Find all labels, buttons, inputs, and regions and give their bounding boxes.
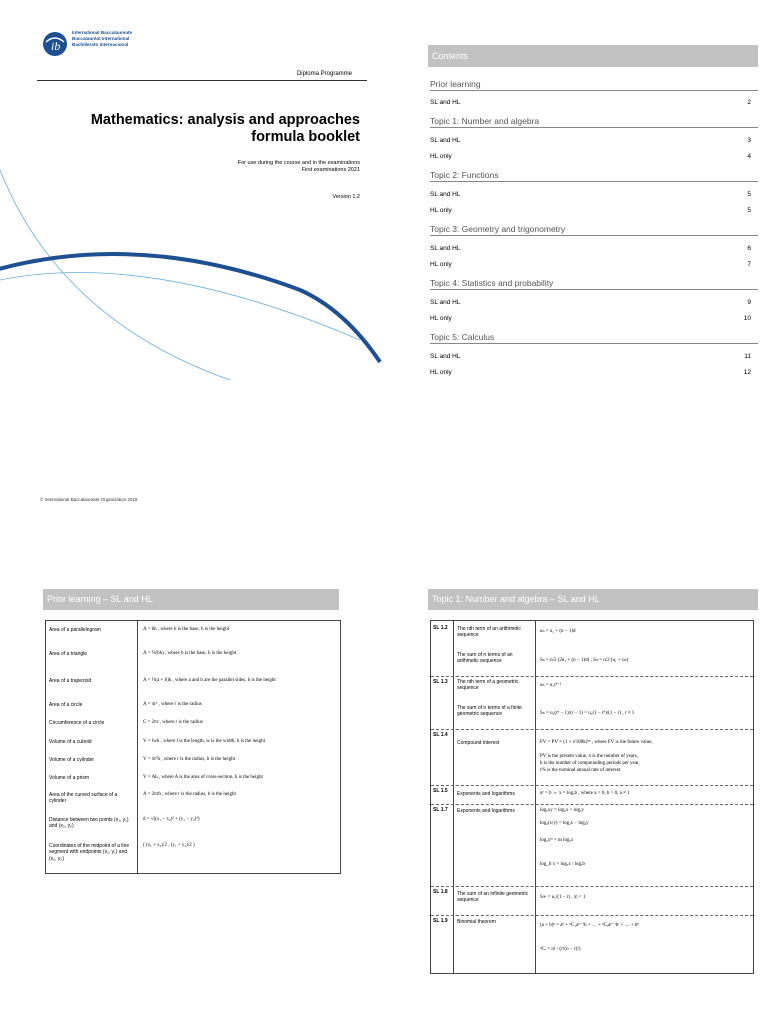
cover-rule xyxy=(37,80,367,81)
formula: log_b x = logₐx / logₐb xyxy=(540,862,585,867)
svg-text:ib: ib xyxy=(51,39,61,53)
toc-heading[interactable]: Topic 5: Calculus xyxy=(430,332,758,344)
formula-label: Binomial theorem xyxy=(457,919,496,925)
topic1-table xyxy=(430,620,754,974)
formula-note: r% is the nominal annual rate of interest xyxy=(540,768,621,773)
toc-entry[interactable]: HL only 7 xyxy=(430,261,751,268)
toc-heading[interactable]: Topic 4: Statistics and probability xyxy=(430,278,758,290)
ib-logo xyxy=(42,28,162,60)
formula-label: Exponents and logarithms xyxy=(457,808,515,814)
syllabus-ref: SL 1.8 xyxy=(433,889,448,895)
formula: Sₙ = n/2 (2u₁ + (n − 1)d) ; Sₙ = n/2 (u₁ + uₙ) xyxy=(540,658,629,663)
formula: uₙ = u₁rⁿ⁻¹ xyxy=(540,683,562,688)
formula-label: Exponents and logarithms xyxy=(457,791,515,797)
formula: uₙ = u₁ + (n − 1)d xyxy=(540,629,576,634)
syllabus-ref: SL 1.5 xyxy=(433,788,448,794)
toc-entry[interactable]: SL and HL 2 xyxy=(430,99,751,106)
toc-entry[interactable]: HL only 10 xyxy=(430,315,751,322)
ib-logo-text: International Baccalaureate Baccalauréat International Bachillerato Internacional xyxy=(72,30,132,47)
formula: (a + b)ⁿ = aⁿ + ⁿC₁aⁿ⁻¹b + … + ⁿCᵣaⁿ⁻ʳbʳ + … + bⁿ xyxy=(540,923,639,928)
toc-entry[interactable]: SL and HL 3 xyxy=(430,137,751,144)
formula-note: PV is the present value, n is the number of years, xyxy=(540,754,638,759)
formula-label: The sum of n terms of a finite geometric sequence xyxy=(457,705,522,718)
syllabus-ref: SL 1.7 xyxy=(433,807,448,813)
cover-subtitle: For use during the course and in the examinations First examinations 2021 xyxy=(237,160,360,173)
formula: logₐxy = logₐx + logₐy xyxy=(540,808,584,813)
copyright-notice: © International Baccalaureate Organization 2019 xyxy=(40,497,138,502)
formula-note: k is the number of compounding periods per year, xyxy=(540,761,640,766)
toc-heading[interactable]: Topic 1: Number and algebra xyxy=(430,116,758,128)
formula: S∞ = u₁/(1 − r) , |r| < 1 xyxy=(540,895,586,900)
prior-learning-header: Prior learning – SL and HL xyxy=(43,589,339,610)
toc-entry[interactable]: HL only 4 xyxy=(430,153,751,160)
syllabus-ref: SL 1.3 xyxy=(433,679,448,685)
formula-label: Compound interest xyxy=(457,740,500,746)
toc-entry[interactable]: HL only 12 xyxy=(430,369,751,376)
toc-heading[interactable]: Topic 2: Functions xyxy=(430,170,758,182)
cover-version: Version 1.2 xyxy=(332,194,360,200)
formula-label: The sum of an infinite geometric sequence xyxy=(457,891,529,904)
syllabus-ref: SL 1.4 xyxy=(433,732,448,738)
toc-entry[interactable]: HL only 5 xyxy=(430,207,751,214)
formula: Sₙ = u₁(rⁿ − 1)/(r − 1) = u₁(1 − rⁿ)/(1 − r) , r ≠ 1 xyxy=(540,711,635,716)
toc-entry[interactable]: SL and HL 5 xyxy=(430,191,751,198)
cover-title: Mathematics: analysis and approaches formula booklet xyxy=(90,112,360,145)
syllabus-ref: SL 1.2 xyxy=(433,625,448,631)
formula-label: The nth term of a geometric sequence xyxy=(457,679,519,692)
formula-label: The sum of n terms of an arithmetic sequence xyxy=(457,652,513,665)
toc-heading[interactable]: Prior learning xyxy=(430,79,758,91)
prior-learning-table: Area of a parallelogram A = bh , where b is the base, h is the height Area of a triangle A = ½(bh) , where b is the base, h is the height Area of a trapezoid A = ½(a + b)h , where a and b are the parallel sides, h is the height Area of a circle A = πr² , where r is the radius Circumference of a circle C = 2πr , where r is the radius Volume of a cuboid V = lwh , where l is the length, w is the width, h is the height Volume of a cylinder V = πr²h , where r is the radius, h is the height Volume of a prism V = Ah , where A is the area of cross-section, h is the height Area of the curved surface of a cylinder A = 2πrh , where r is the radius, h is the height Distance between two points (x₁, y₁) and (x₂, y₂) d = √((x₁ − x₂)² + (y₁ − y₂)²) Coordinates of the midpoint of a line segment with endpoints (x₁, y₁) and (x₂, y₂) ( (x₁ + x₂)/2 , (y₁ + y₂)/2 ) xyxy=(45,620,341,874)
topic1-header: Topic 1: Number and algebra – SL and HL xyxy=(428,589,758,610)
ib-globe-icon xyxy=(42,28,70,60)
contents-header: Contents xyxy=(428,45,758,67)
toc-entry[interactable]: SL and HL 11 xyxy=(430,353,751,360)
toc-entry[interactable]: SL and HL 9 xyxy=(430,299,751,306)
formula: ⁿCᵣ = n! / (r!(n − r)!) xyxy=(540,947,581,952)
toc-entry[interactable]: SL and HL 6 xyxy=(430,245,751,252)
syllabus-ref: SL 1.9 xyxy=(433,918,448,924)
formula: FV = PV × (1 + r/100k)ᵏⁿ , where FV is the future value, xyxy=(540,740,653,745)
programme-label: Diploma Programme xyxy=(296,71,352,77)
formula: aˣ = b ⇔ x = logₐb , where a > 0, b > 0, a ≠ 1 xyxy=(540,791,630,796)
toc-heading[interactable]: Topic 3: Geometry and trigonometry xyxy=(430,224,758,236)
formula: logₐxᵐ = m logₐx xyxy=(540,838,574,843)
cover-swoosh-graphic xyxy=(0,150,390,380)
formula: logₐ(x/y) = logₐx − logₐy xyxy=(540,821,589,826)
formula-label: The nth term of an arithmetic sequence xyxy=(457,626,521,639)
